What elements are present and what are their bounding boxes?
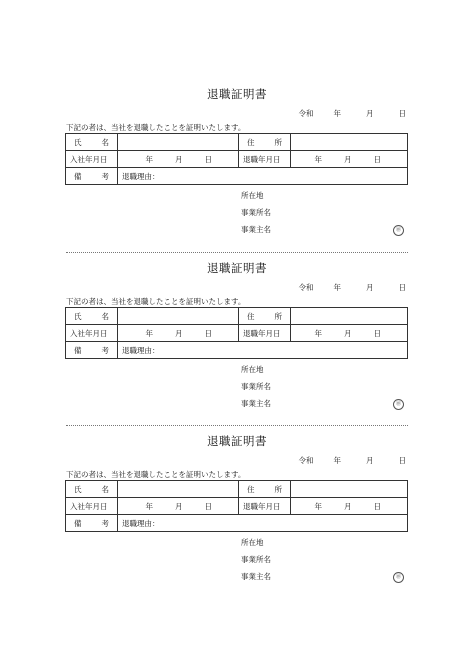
- reason-label: 退職理由：: [122, 518, 160, 528]
- date-era: 令和: [298, 109, 314, 118]
- form-row-dates: [66, 325, 408, 342]
- signature-location: 所在地: [241, 538, 264, 547]
- date-era: 令和: [298, 456, 314, 465]
- remarks-label: 備 考: [66, 515, 118, 532]
- signature-location: 所在地: [241, 191, 264, 200]
- form-row-dates: [66, 151, 408, 168]
- certificate-title: 退職証明書: [207, 434, 267, 448]
- name-field[interactable]: [118, 308, 239, 325]
- seal-icon: ㊞: [393, 399, 404, 410]
- join-date-label: 入社年月日: [66, 151, 118, 168]
- join-date-label: 入社年月日: [66, 325, 118, 342]
- remarks-label: 備 考: [66, 342, 118, 359]
- name-label: 氏 名: [66, 308, 118, 325]
- form-row-name-address: [66, 134, 408, 151]
- form-row-name-address: [66, 308, 408, 325]
- signature-owner: 事業主名: [241, 399, 271, 408]
- signature-office: 事業所名: [241, 555, 271, 564]
- date-year: 年: [333, 109, 341, 118]
- address-label: 住 所: [239, 134, 291, 151]
- leave-date-label: 退職年月日: [239, 325, 291, 342]
- issue-date: [299, 282, 407, 293]
- name-label: 氏 名: [66, 134, 118, 151]
- name-label: 氏 名: [66, 481, 118, 498]
- form-row-remarks: [66, 168, 408, 185]
- signature-owner: 事業主名: [241, 572, 271, 581]
- leave-date-label: 退職年月日: [239, 498, 291, 515]
- date-year: 年: [333, 283, 341, 292]
- address-field[interactable]: [291, 308, 408, 325]
- remarks-label: 備 考: [66, 168, 118, 185]
- seal-icon: ㊞: [393, 572, 404, 583]
- certificate-3: [0, 433, 474, 603]
- name-field[interactable]: [118, 134, 239, 151]
- date-era: 令和: [298, 283, 314, 292]
- cut-line-2: [66, 425, 408, 426]
- intro-text: 下記の者は、当社を退職したことを証明いたします。: [66, 297, 246, 306]
- certificate-form: [65, 480, 408, 532]
- name-field[interactable]: [118, 481, 239, 498]
- reason-field[interactable]: [118, 515, 408, 532]
- date-month: 月: [366, 283, 374, 292]
- join-date-field[interactable]: 年 月 日: [118, 151, 239, 168]
- leave-date-label: 退職年月日: [239, 151, 291, 168]
- join-date-field[interactable]: 年 月 日: [118, 498, 239, 515]
- form-row-dates: [66, 498, 408, 515]
- leave-date-field[interactable]: 年 月 日: [291, 498, 408, 515]
- certificate-2: [0, 260, 474, 430]
- date-day: 日: [398, 109, 406, 118]
- leave-date-field[interactable]: 年 月 日: [291, 325, 408, 342]
- date-day: 日: [398, 283, 406, 292]
- form-row-remarks: [66, 515, 408, 532]
- signature-owner: 事業主名: [241, 225, 271, 234]
- reason-field[interactable]: [118, 342, 408, 359]
- signature-office: 事業所名: [241, 382, 271, 391]
- address-field[interactable]: [291, 481, 408, 498]
- form-row-remarks: [66, 342, 408, 359]
- certificate-title: 退職証明書: [207, 261, 267, 275]
- certificate-1: [0, 86, 474, 256]
- issue-date: [299, 108, 407, 119]
- date-month: 月: [366, 109, 374, 118]
- join-date-label: 入社年月日: [66, 498, 118, 515]
- intro-text: 下記の者は、当社を退職したことを証明いたします。: [66, 470, 246, 479]
- date-year: 年: [333, 456, 341, 465]
- reason-label: 退職理由：: [122, 345, 160, 355]
- certificate-form: [65, 133, 408, 185]
- address-label: 住 所: [239, 481, 291, 498]
- issue-date: [299, 455, 407, 466]
- join-date-field[interactable]: 年 月 日: [118, 325, 239, 342]
- address-label: 住 所: [239, 308, 291, 325]
- leave-date-field[interactable]: 年 月 日: [291, 151, 408, 168]
- signature-location: 所在地: [241, 365, 264, 374]
- signature-office: 事業所名: [241, 208, 271, 217]
- certificate-form: [65, 307, 408, 359]
- form-row-name-address: [66, 481, 408, 498]
- reason-field[interactable]: [118, 168, 408, 185]
- intro-text: 下記の者は、当社を退職したことを証明いたします。: [66, 123, 246, 132]
- seal-icon: ㊞: [393, 225, 404, 236]
- reason-label: 退職理由：: [122, 171, 160, 181]
- date-day: 日: [398, 456, 406, 465]
- cut-line-1: [66, 252, 408, 253]
- certificate-title: 退職証明書: [207, 87, 267, 101]
- date-month: 月: [366, 456, 374, 465]
- address-field[interactable]: [291, 134, 408, 151]
